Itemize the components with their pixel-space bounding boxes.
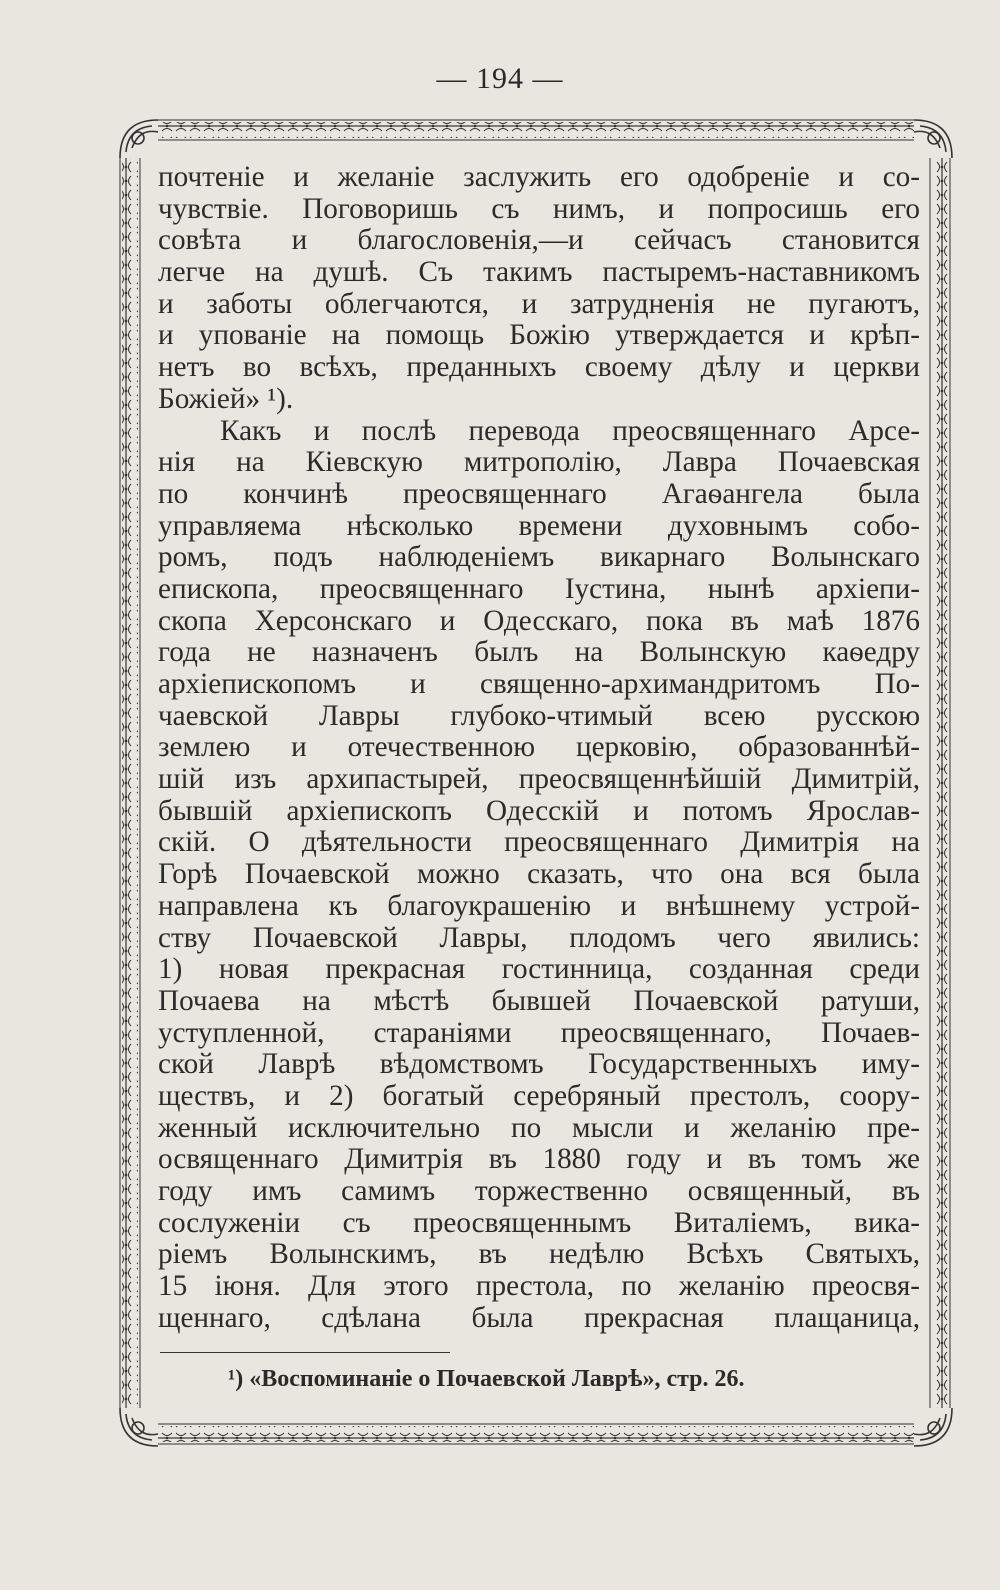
text-line: нетъ во всѣхъ, преданныхъ своему дѣлу и церкви (158, 351, 920, 384)
text-line: женный исключительно по мысли и желанію пре- (158, 1111, 920, 1144)
text-line: ству Почаевской Лавры, плодомъ чего явились: (158, 921, 920, 954)
text-line: скій. О дѣятельности преосвященнаго Димитрія на (158, 826, 920, 859)
footnote-mark: ¹) (228, 1366, 244, 1392)
text-line: и упованіе на помощь Божію утверждается и крѣп- (158, 319, 920, 352)
text-line: Какъ и послѣ перевода преосвященнаго Арсе- (220, 414, 920, 447)
text-line: 15 іюня. Для этого престола, по желанію преосвя- (158, 1270, 920, 1303)
text-line: года не назначенъ былъ на Волынскую каѳедру (158, 636, 920, 669)
text-line: землею и отечественною церковію, образованнѣй- (158, 731, 920, 764)
text-line: чаевской Лавры глубоко-чтимый всею русскою (158, 699, 920, 732)
main-text (158, 162, 920, 1334)
text-line: направлена къ благоукрашенію и внѣшнему устрой- (158, 889, 920, 922)
text-line: году имъ самимъ торжественно освященный, въ (158, 1175, 920, 1207)
text-line: ской Лаврѣ вѣдомствомъ Государственныхъ иму- (158, 1048, 920, 1081)
text-line: сослуженіи съ преосвященнымъ Виталіемъ, вика- (158, 1206, 920, 1239)
text-line: епископа, преосвященнаго Іустина, нынѣ архіепи- (158, 572, 920, 605)
text-line: освященнаго Димитрія въ 1880 году и въ томъ же (158, 1143, 920, 1176)
text-line: скопа Херсонскаго и Одесскаго, пока въ маѣ 1876 (158, 604, 920, 637)
text-line: Божіей» ¹). (158, 382, 294, 415)
text-line: почтеніе и желаніе заслужить его одобреніе и со- (158, 161, 920, 193)
text-line: и заботы облегчаются, и затрудненія не пугаютъ, (158, 287, 920, 320)
text-line: шій изъ архипастырей, преосвященнѣйшій Димитрій, (158, 763, 920, 796)
text-line: архіепископомъ и священно-архимандритомъ По- (158, 668, 920, 700)
footnote-text: «Воспоминаніе о Почаевской Лаврѣ», стр. 26. (249, 1366, 745, 1392)
text-line: бывшій архіепископъ Одесскій и потомъ Ярослав- (158, 794, 920, 827)
text-line: уступленной, стараніями преосвященнаго, Почаев- (158, 1016, 920, 1049)
text-line: ріемъ Волынскимъ, въ недѣлю Всѣхъ Святыхъ, (158, 1238, 920, 1271)
text-line: управляема нѣсколько времени духовнымъ собо- (158, 509, 920, 542)
text-line: легче на душѣ. Съ такимъ пастыремъ-наставникомъ (158, 256, 920, 289)
text-line: ществъ, и 2) богатый серебряный престолъ, соору- (158, 1079, 920, 1112)
text-line: щеннаго, сдѣлана была прекрасная плащаница, (158, 1301, 920, 1334)
text-line: Горѣ Почаевской можно сказать, что она вся была (158, 858, 920, 891)
text-line: 1) новая прекрасная гостинница, созданная среди (158, 953, 920, 986)
text-line: чувствіе. Поговоришь съ нимъ, и попросишь его (158, 192, 920, 225)
text-line: по кончинѣ преосвященнаго Агаѳангела была (158, 477, 920, 510)
footnote-divider (160, 1352, 450, 1353)
page-number: — 194 — (436, 62, 564, 95)
footnote (228, 1366, 828, 1393)
text-line: совѣта и благословенія,—и сейчасъ становится (158, 224, 920, 257)
text-line: Почаева на мѣстѣ бывшей Почаевской ратуши, (158, 984, 920, 1017)
text-line: ромъ, подъ наблюденіемъ викарнаго Волынскаго (158, 541, 920, 574)
text-line: нія на Кіевскую митрополію, Лавра Почаевская (158, 446, 920, 479)
